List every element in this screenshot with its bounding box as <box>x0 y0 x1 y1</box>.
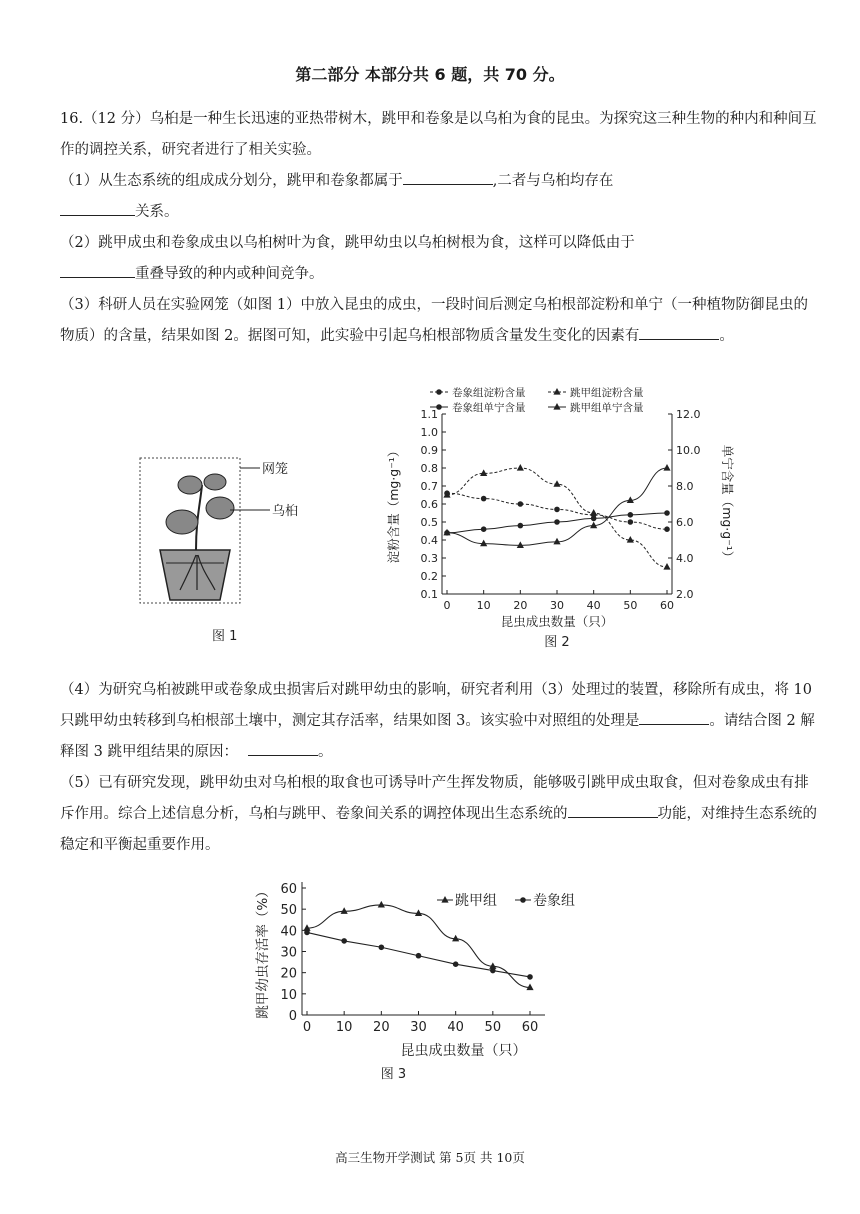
right-tick-label: 12.0 <box>676 408 701 421</box>
left-tick-label: 1.1 <box>420 408 438 421</box>
x-tick-label: 0 <box>302 1020 312 1035</box>
figure-3-chart <box>250 870 610 1090</box>
q16-part4-text-b: 。请结合图 2 解释图 3 跳甲组结果的原因： <box>60 713 815 760</box>
data-point <box>481 496 487 502</box>
x-tick-label: 60 <box>660 599 674 612</box>
q16-part5 <box>60 768 820 861</box>
q16-part2-text-a: （2）跳甲成虫和卷象成虫以乌桕树叶为食，跳甲幼虫以乌桕树根为食，这样可以降低由于 <box>60 235 635 251</box>
y-tick-label: 0 <box>288 1009 297 1024</box>
q16-part2 <box>60 228 820 290</box>
data-point <box>481 526 487 532</box>
data-point <box>590 509 597 516</box>
data-point <box>663 563 670 570</box>
data-point <box>341 938 347 944</box>
data-point <box>379 944 385 950</box>
data-point <box>378 901 385 908</box>
data-point <box>517 464 524 471</box>
right-tick-label: 6.0 <box>676 516 694 529</box>
q16-part1 <box>60 166 820 228</box>
x-axis-label: 昆虫成虫数量（只） <box>400 1043 527 1059</box>
q16-part1-text-c: 关系。 <box>135 204 179 220</box>
leaf-icon <box>204 474 226 490</box>
answer-blank-6[interactable] <box>248 737 318 756</box>
answer-blank-5[interactable] <box>639 706 709 725</box>
data-point <box>554 519 560 525</box>
label-tree: 乌桕 <box>272 504 299 519</box>
legend-label: 跳甲组淀粉含量 <box>570 387 644 399</box>
data-point <box>628 512 634 518</box>
data-point <box>453 961 459 967</box>
answer-blank-4[interactable] <box>639 321 719 340</box>
left-tick-label: 1.0 <box>420 426 438 439</box>
series-line-0 <box>307 905 530 988</box>
x-tick-label: 10 <box>335 1020 353 1035</box>
legend-marker <box>553 403 560 410</box>
q16-part3-text-b: 。 <box>719 328 734 344</box>
legend-label: 卷象组单宁含量 <box>452 402 526 414</box>
data-point <box>590 522 597 529</box>
y-tick-label: 60 <box>280 882 297 897</box>
q16-part3-text-a: （3）科研人员在实验网笼（如图 1）中放入昆虫的成虫，一段时间后测定乌桕根部淀粉和单宁（一种植物防御昆虫的物质）的含量，结果如图 2。据图可知，此实验中引起乌桕根部物质含量发生变化的因素有 <box>60 297 809 344</box>
data-point <box>553 480 560 487</box>
answer-blank-1[interactable] <box>403 166 493 185</box>
q16-part4-text-c: 。 <box>317 744 333 760</box>
leaf-icon <box>178 476 202 494</box>
page-footer: 高三生物开学测试 第 5页 共 10页 <box>335 1150 525 1165</box>
leaf-icon <box>206 497 234 519</box>
right-tick-label: 4.0 <box>676 552 694 565</box>
y-tick-label: 10 <box>280 987 297 1003</box>
left-tick-label: 0.8 <box>420 462 438 475</box>
data-point <box>416 953 422 959</box>
data-point <box>526 983 533 990</box>
right-tick-label: 2.0 <box>676 588 694 601</box>
x-tick-label: 20 <box>373 1020 390 1035</box>
x-axis-label: 昆虫成虫数量（只） <box>500 614 614 629</box>
left-tick-label: 0.3 <box>420 552 438 565</box>
answer-blank-3[interactable] <box>60 259 135 278</box>
answer-blank-2[interactable] <box>60 197 135 216</box>
x-tick-label: 30 <box>550 599 564 612</box>
legend-marker <box>441 896 448 903</box>
x-tick-label: 10 <box>476 599 491 612</box>
label-cage: 网笼 <box>262 462 289 477</box>
figure-1-caption: 图 1 <box>212 629 238 644</box>
y-tick-label: 30 <box>280 945 297 961</box>
figure-2-chart <box>380 384 740 649</box>
q16-part4 <box>60 675 820 768</box>
figure-1 <box>130 450 330 650</box>
figure-3-caption: 图 3 <box>380 1067 407 1082</box>
left-tick-label: 0.7 <box>420 480 438 493</box>
data-point <box>664 510 670 516</box>
q16-part5-text-b: 功能，对维持生态系统的稳定和平衡起重要作用。 <box>60 806 817 853</box>
data-point <box>304 930 310 936</box>
data-point <box>554 507 560 513</box>
left-tick-label: 0.9 <box>420 444 438 457</box>
legend-label: 跳甲组 <box>455 893 497 909</box>
legend-marker <box>553 388 560 395</box>
x-tick-label: 50 <box>623 599 638 612</box>
x-tick-label: 20 <box>513 599 528 612</box>
left-axis-label: 淀粉含量（mg·g⁻¹） <box>386 444 401 564</box>
left-tick-label: 0.6 <box>420 498 438 511</box>
data-point <box>517 541 524 548</box>
left-tick-label: 0.1 <box>420 588 438 601</box>
x-tick-label: 0 <box>443 599 451 612</box>
right-tick-label: 10.0 <box>676 444 701 457</box>
right-axis-label: 单宁含量（mg·g⁻¹） <box>720 444 735 564</box>
x-tick-label: 40 <box>586 599 601 612</box>
q16-part1-text-b: ,二者与乌桕均存在 <box>492 173 614 189</box>
leaf-icon <box>166 510 198 534</box>
legend-label: 卷象组淀粉含量 <box>452 387 526 399</box>
section-title: 第二部分 本部分共 6 题，共 70 分。 <box>295 65 565 84</box>
data-point <box>591 516 597 522</box>
left-tick-label: 0.5 <box>420 516 438 529</box>
data-point <box>341 907 348 914</box>
q16-part1-text-a: （1）从生态系统的组成成分划分，跳甲和卷象都属于 <box>60 173 403 189</box>
y-tick-label: 40 <box>280 924 297 940</box>
q16-part2-text-b: 重叠导致的种内或种间竞争。 <box>135 266 324 282</box>
data-point <box>527 974 533 980</box>
left-tick-label: 0.2 <box>420 570 438 583</box>
data-point <box>664 526 670 532</box>
data-point <box>415 909 422 916</box>
y-axis-label: 跳甲幼虫存活率（%） <box>255 884 271 1019</box>
x-tick-label: 60 <box>521 1020 539 1035</box>
right-tick-label: 8.0 <box>676 480 694 493</box>
x-tick-label: 30 <box>410 1020 427 1035</box>
legend-label: 跳甲组单宁含量 <box>570 402 644 414</box>
data-point <box>553 538 560 545</box>
q16-intro: 16.（12 分）乌桕是一种生长迅速的亚热带树木，跳甲和卷象是以乌桕为食的昆虫。为探究这三种生物的种内和种间互作的调控关系，研究者进行了相关实验。 <box>60 111 817 158</box>
data-point <box>480 469 487 476</box>
data-point <box>663 464 670 471</box>
data-point <box>480 540 487 547</box>
legend-marker <box>520 897 526 903</box>
q16-part4-text-a: （4）为研究乌桕被跳甲或卷象成虫损害后对跳甲幼虫的影响，研究者利用（3）处理过的装置，移除所有成虫，将 10 只跳甲幼虫转移到乌桕根部土壤中，测定其存活率，结果如图 3。该实验中对照组的处理是 <box>60 682 813 729</box>
data-point <box>490 968 496 974</box>
y-tick-label: 50 <box>280 903 297 919</box>
data-point <box>628 519 634 525</box>
x-tick-label: 50 <box>484 1020 502 1035</box>
left-tick-label: 0.4 <box>420 534 438 547</box>
legend-marker <box>436 389 442 395</box>
data-point <box>518 501 524 507</box>
figure-2-caption: 图 2 <box>544 635 570 649</box>
data-point <box>518 523 524 529</box>
legend-label: 卷象组 <box>533 893 575 909</box>
answer-blank-7[interactable] <box>568 799 658 818</box>
q16-part3 <box>60 290 820 352</box>
y-tick-label: 20 <box>280 966 297 982</box>
q16-part5-text-a: （5）已有研究发现，跳甲幼虫对乌桕根的取食也可诱导叶产生挥发物质，能够吸引跳甲成虫取食，但对卷象成虫有排斥作用。综合上述信息分析，乌桕与跳甲、卷象间关系的调控体现出生态系统的 <box>60 775 809 822</box>
data-point <box>627 536 634 543</box>
x-tick-label: 40 <box>447 1020 464 1035</box>
